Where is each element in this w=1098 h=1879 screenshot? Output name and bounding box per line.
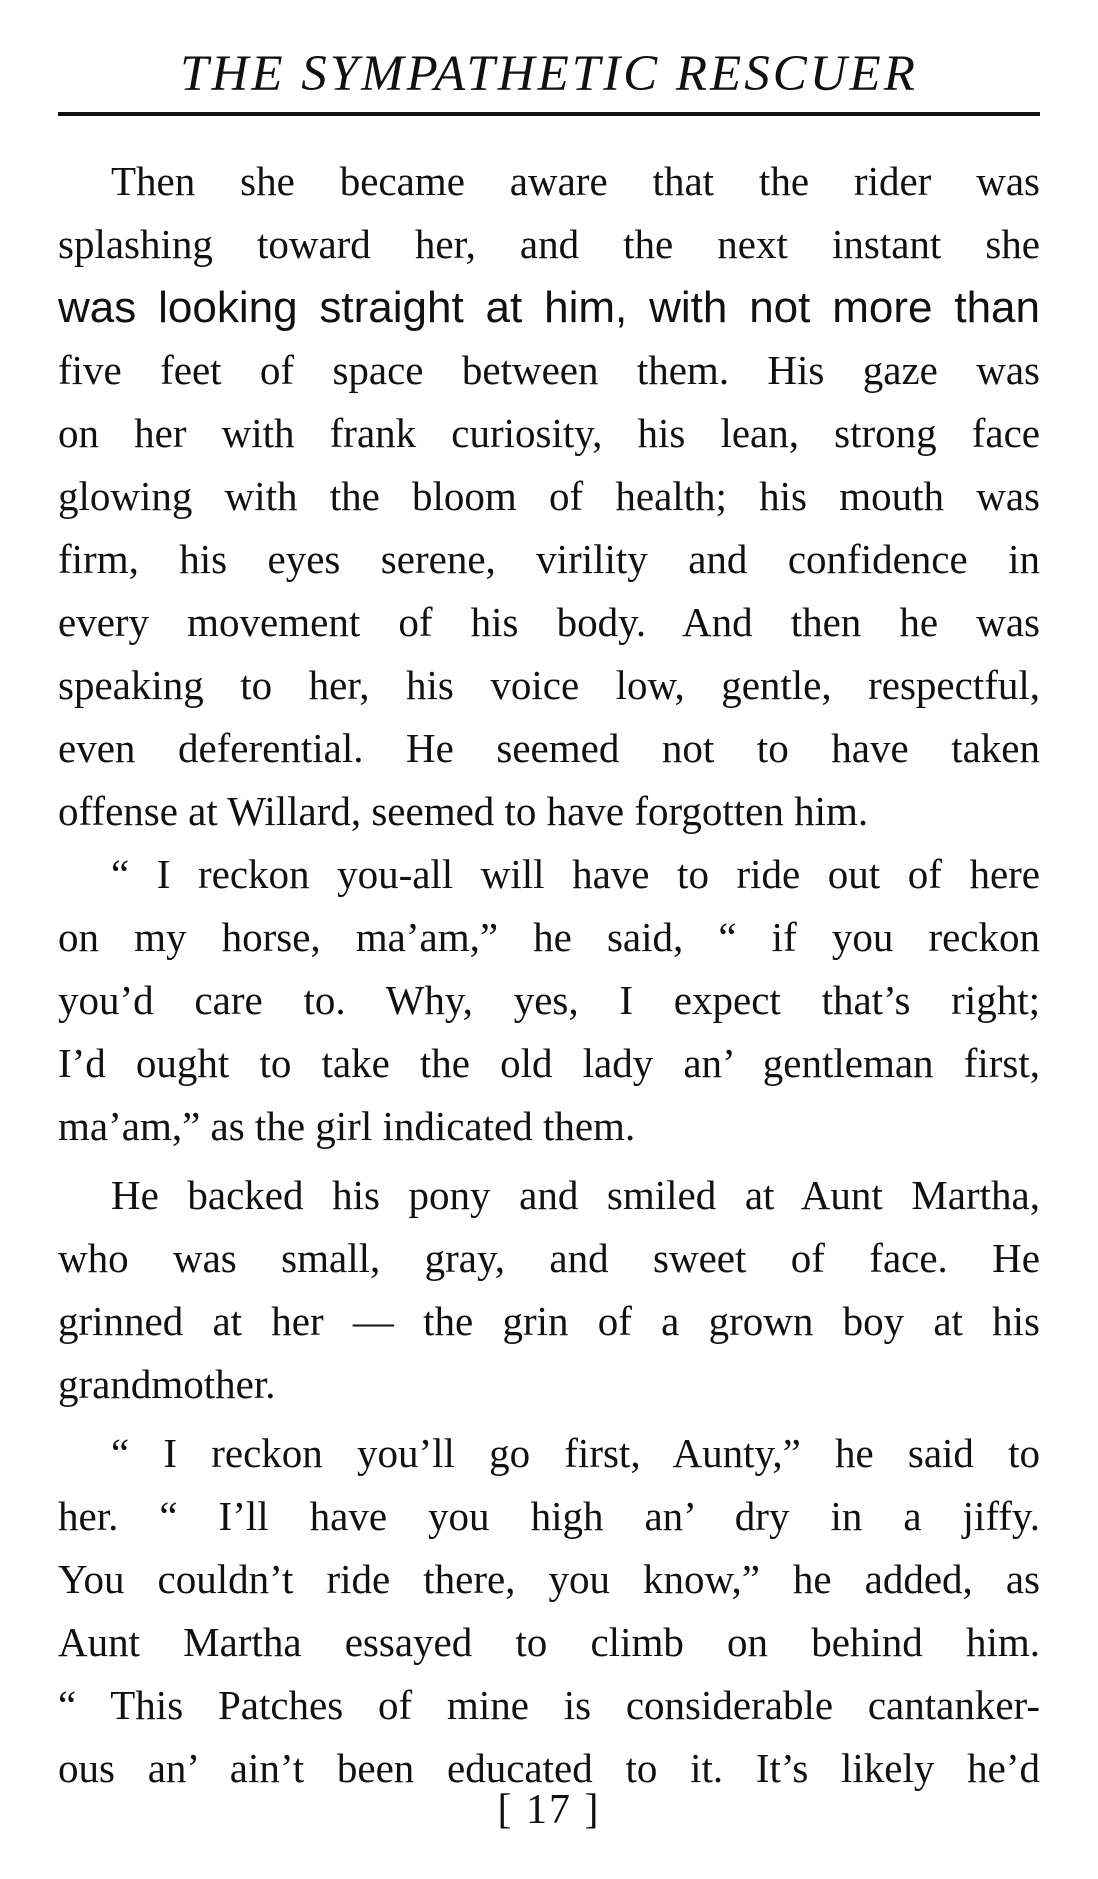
text-line: He backed his pony and smiled at Aunt Martha, [111, 1172, 1040, 1218]
text-line: grandmother. [58, 1361, 276, 1407]
text-line: splashing toward her, and the next instant she [58, 221, 1040, 267]
running-head: THE SYMPATHETIC RESCUER [180, 46, 918, 102]
text-line: who was small, gray, and sweet of face. He [58, 1235, 1040, 1281]
text-line: every movement of his body. And then he was [58, 599, 1040, 645]
body-text [58, 150, 1040, 1800]
text-line: on my horse, ma’am,” he said, “ if you reckon [58, 914, 1040, 960]
text-line: Aunt Martha essayed to climb on behind him. [58, 1619, 1040, 1665]
text-line: on her with frank curiosity, his lean, strong face [58, 410, 1040, 456]
text-line: glowing with the bloom of health; his mouth was [58, 473, 1040, 519]
text-line: I’d ought to take the old lady an’ gentleman first, [58, 1040, 1040, 1086]
text-line: “ I reckon you-all will have to ride out of here [111, 851, 1040, 897]
text-line: speaking to her, his voice low, gentle, respectful, [58, 662, 1040, 708]
text-line: ma’am,” as the girl indicated them. [58, 1103, 636, 1149]
text-line: firm, his eyes serene, virility and confidence in [58, 536, 1040, 582]
text-line: offense at Willard, seemed to have forgotten him. [58, 788, 869, 834]
header-rule [58, 112, 1040, 116]
text-line: you’d care to. Why, yes, I expect that’s right; [58, 977, 1040, 1023]
text-line: was looking straight at him, with not more than [58, 283, 1040, 332]
book-page [58, 30, 1040, 1860]
text-line: Then she became aware that the rider was [111, 158, 1040, 204]
text-line: even deferential. He seemed not to have taken [58, 725, 1040, 771]
text-line: five feet of space between them. His gaze was [58, 347, 1040, 393]
text-line: You couldn’t ride there, you know,” he added, as [58, 1556, 1040, 1602]
page-number: [ 17 ] [497, 1787, 601, 1833]
text-line: grinned at her — the grin of a grown boy at his [58, 1298, 1040, 1344]
text-line: her. “ I’ll have you high an’ dry in a jiffy. [58, 1493, 1040, 1539]
text-line: ous an’ ain’t been educated to it. It’s likely he’d [58, 1745, 1040, 1791]
text-line: “ I reckon you’ll go first, Aunty,” he said to [111, 1430, 1040, 1476]
text-line: “ This Patches of mine is considerable cantanker- [58, 1682, 1040, 1728]
